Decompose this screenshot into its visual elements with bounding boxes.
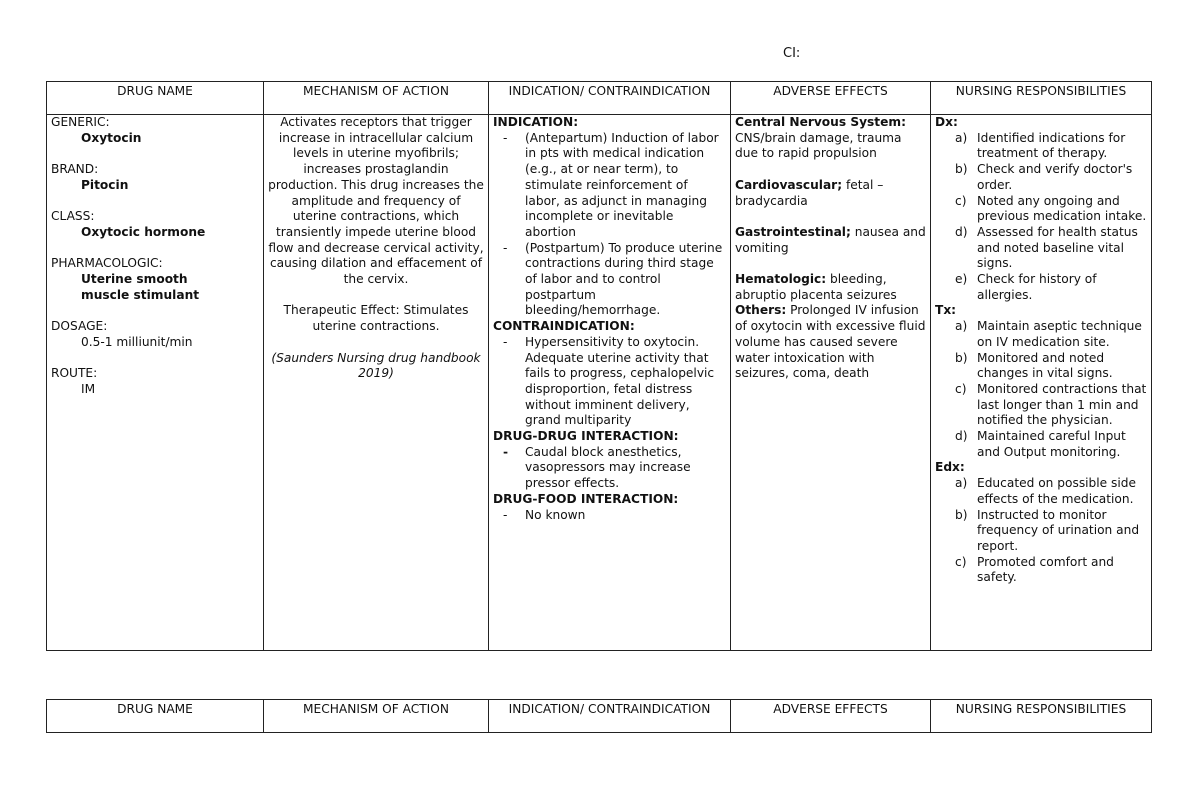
class-value: Oxytocic hormone — [81, 224, 206, 239]
brand-label: BRAND: — [51, 162, 99, 177]
list-marker: b) — [955, 162, 968, 177]
indication-text: (Postpartum) To produce uterine contractions during third stage of labor and to control postpartum bleeding/hemorrhage. — [525, 240, 723, 318]
list-item — [935, 225, 1147, 272]
tx-list — [935, 319, 1147, 460]
ae-oth-label: Others: — [735, 303, 787, 318]
col-mechanism: MECHANISM OF ACTION — [264, 82, 489, 115]
col-mechanism: MECHANISM OF ACTION — [264, 700, 489, 733]
ae-cv-label: Cardiovascular; — [735, 177, 843, 192]
adverse-effects-cell — [731, 115, 931, 651]
list-item — [935, 476, 1147, 507]
col-indication: INDICATION/ CONTRAINDICATION — [489, 700, 731, 733]
list-marker: d) — [955, 429, 968, 444]
ae-hematologic — [735, 272, 926, 303]
list-text: Check and verify doctor's order. — [977, 162, 1133, 192]
ae-gi-label: Gastrointestinal; — [735, 224, 851, 239]
ae-cns — [735, 115, 926, 162]
route-value: IM — [81, 381, 96, 396]
list-marker: a) — [955, 476, 968, 491]
list-marker: b) — [955, 350, 968, 365]
contraindication-heading: CONTRAINDICATION: — [493, 319, 635, 334]
drug-drug-heading: DRUG-DRUG INTERACTION: — [493, 429, 679, 444]
ae-gastrointestinal — [735, 225, 926, 256]
list-item — [935, 272, 1147, 303]
table-row — [47, 115, 1152, 651]
contraindication-list — [493, 335, 726, 429]
table-header-row — [47, 82, 1152, 115]
list-item — [935, 382, 1147, 429]
tx-label: Tx: — [935, 303, 957, 318]
indication-list — [493, 131, 726, 319]
nursing-cell — [931, 115, 1152, 651]
table-header-row — [47, 700, 1152, 733]
list-text: Monitored and noted changes in vital signs. — [977, 350, 1113, 381]
list-marker: c) — [955, 381, 967, 396]
col-drug-name: DRUG NAME — [47, 82, 264, 115]
list-item — [493, 241, 726, 320]
list-marker: e) — [955, 272, 968, 287]
ae-cv-text: fetal – bradycardia — [735, 177, 884, 208]
list-marker: c) — [955, 193, 967, 208]
list-marker: d) — [955, 224, 968, 239]
col-adverse: ADVERSE EFFECTS — [731, 82, 931, 115]
list-item — [493, 131, 726, 241]
list-item — [935, 131, 1147, 162]
drug-name-cell — [47, 115, 264, 651]
list-item — [935, 194, 1147, 225]
col-indication: INDICATION/ CONTRAINDICATION — [489, 82, 731, 115]
list-item — [493, 335, 726, 429]
list-text: Instructed to monitor frequency of urination and report. — [977, 507, 1140, 553]
ae-cns-text: CNS/brain damage, trauma due to rapid propulsion — [735, 130, 902, 161]
dash-bullet: - — [503, 130, 508, 145]
drug-drug-list — [493, 445, 726, 492]
route-label: ROUTE: — [51, 366, 98, 381]
dash-bullet: - — [503, 240, 508, 255]
mechanism-cell — [264, 115, 489, 651]
ae-cns-label: Central Nervous System: — [735, 115, 906, 129]
list-marker: a) — [955, 130, 968, 145]
generic-value: Oxytocin — [81, 130, 142, 145]
ci-label: CI: — [783, 46, 801, 61]
list-item — [935, 555, 1147, 586]
dash-bullet: - — [503, 444, 509, 459]
pharmacologic-label: PHARMACOLOGIC: — [51, 256, 163, 271]
drug-food-heading: DRUG-FOOD INTERACTION: — [493, 491, 679, 506]
list-item — [935, 351, 1147, 382]
list-marker: c) — [955, 554, 967, 569]
indication-text: (Antepartum) Induction of labor in pts with medical indication (e.g., at or near term), to stimulate reinforcement of labor, as adjunct in managing incomplete or inevitable abortion — [525, 130, 719, 239]
indication-heading: INDICATION: — [493, 115, 579, 129]
list-text: Maintained careful Input and Output monitoring. — [977, 429, 1126, 459]
list-text: Maintain aseptic technique on IV medication site. — [977, 319, 1142, 349]
col-adverse: ADVERSE EFFECTS — [731, 700, 931, 733]
ae-gi-text: nausea and vomiting — [735, 224, 926, 255]
list-text: Promoted comfort and safety. — [977, 554, 1114, 585]
list-item — [935, 429, 1147, 460]
list-item — [493, 445, 726, 492]
ae-hem-label: Hematologic: — [735, 271, 827, 286]
drug-study-table-2 — [46, 699, 1152, 733]
dosage-value: 0.5-1 milliunit/min — [81, 334, 193, 349]
list-marker: b) — [955, 507, 968, 522]
edx-label: Edx: — [935, 460, 965, 475]
brand-value: Pitocin — [81, 177, 129, 192]
ae-oth-text: Prolonged IV infusion of oxytocin with excessive fluid volume has caused severe water intoxication with seizures, coma, death — [735, 303, 926, 381]
list-text: Monitored contractions that last longer than 1 min and notified the physician. — [977, 381, 1147, 428]
list-item — [935, 162, 1147, 193]
list-text: Assessed for health status and noted baseline vital signs. — [977, 224, 1138, 271]
dash-bullet: - — [503, 334, 508, 349]
generic-label: GENERIC: — [51, 115, 110, 129]
drug-drug-text: Caudal block anesthetics, vasopressors may increase pressor effects. — [525, 444, 691, 491]
col-nursing: NURSING RESPONSIBILITIES — [931, 82, 1152, 115]
list-item — [935, 508, 1147, 555]
col-nursing: NURSING RESPONSIBILITIES — [931, 700, 1152, 733]
list-text: Educated on possible side effects of the medication. — [977, 476, 1137, 506]
list-text: Check for history of allergies. — [977, 272, 1097, 302]
drug-study-table — [46, 81, 1152, 651]
list-text: Noted any ongoing and previous medication intake. — [977, 193, 1147, 224]
mechanism-reference: (Saunders Nursing drug handbook 2019) — [271, 350, 481, 381]
dosage-label: DOSAGE: — [51, 319, 108, 334]
list-text: Identified indications for treatment of therapy. — [977, 130, 1126, 161]
therapeutic-effect: Therapeutic Effect: Stimulates uterine contractions. — [283, 303, 469, 334]
mechanism-text: Activates receptors that trigger increase in intracellular calcium levels in uterine myofibrils; increases prostaglandin production. This drug increases the amplitude and frequency of uterine contractions, which transiently impede uterine blood flow and decrease cervical activity, causing dilation and effacement of the cervix. — [268, 115, 484, 287]
ae-cardiovascular — [735, 178, 926, 209]
drug-food-text: No known — [525, 507, 586, 522]
indication-cell — [489, 115, 731, 651]
col-drug-name: DRUG NAME — [47, 700, 264, 733]
contraindication-text: Hypersensitivity to oxytocin. Adequate uterine activity that fails to progress, cephalopelvic disproportion, fetal distress without imminent delivery, grand multiparity — [525, 334, 715, 428]
class-label: CLASS: — [51, 209, 95, 224]
ae-others — [735, 303, 926, 382]
list-item — [493, 508, 726, 524]
list-item — [935, 319, 1147, 350]
dx-label: Dx: — [935, 115, 958, 129]
list-marker: a) — [955, 319, 968, 334]
dx-list — [935, 131, 1147, 304]
ae-hem-text: bleeding, abruptio placenta seizures — [735, 271, 897, 302]
pharmacologic-value: Uterine smooth muscle stimulant — [81, 271, 200, 302]
edx-list — [935, 476, 1147, 586]
dash-bullet: - — [503, 507, 508, 522]
drug-food-list — [493, 508, 726, 524]
